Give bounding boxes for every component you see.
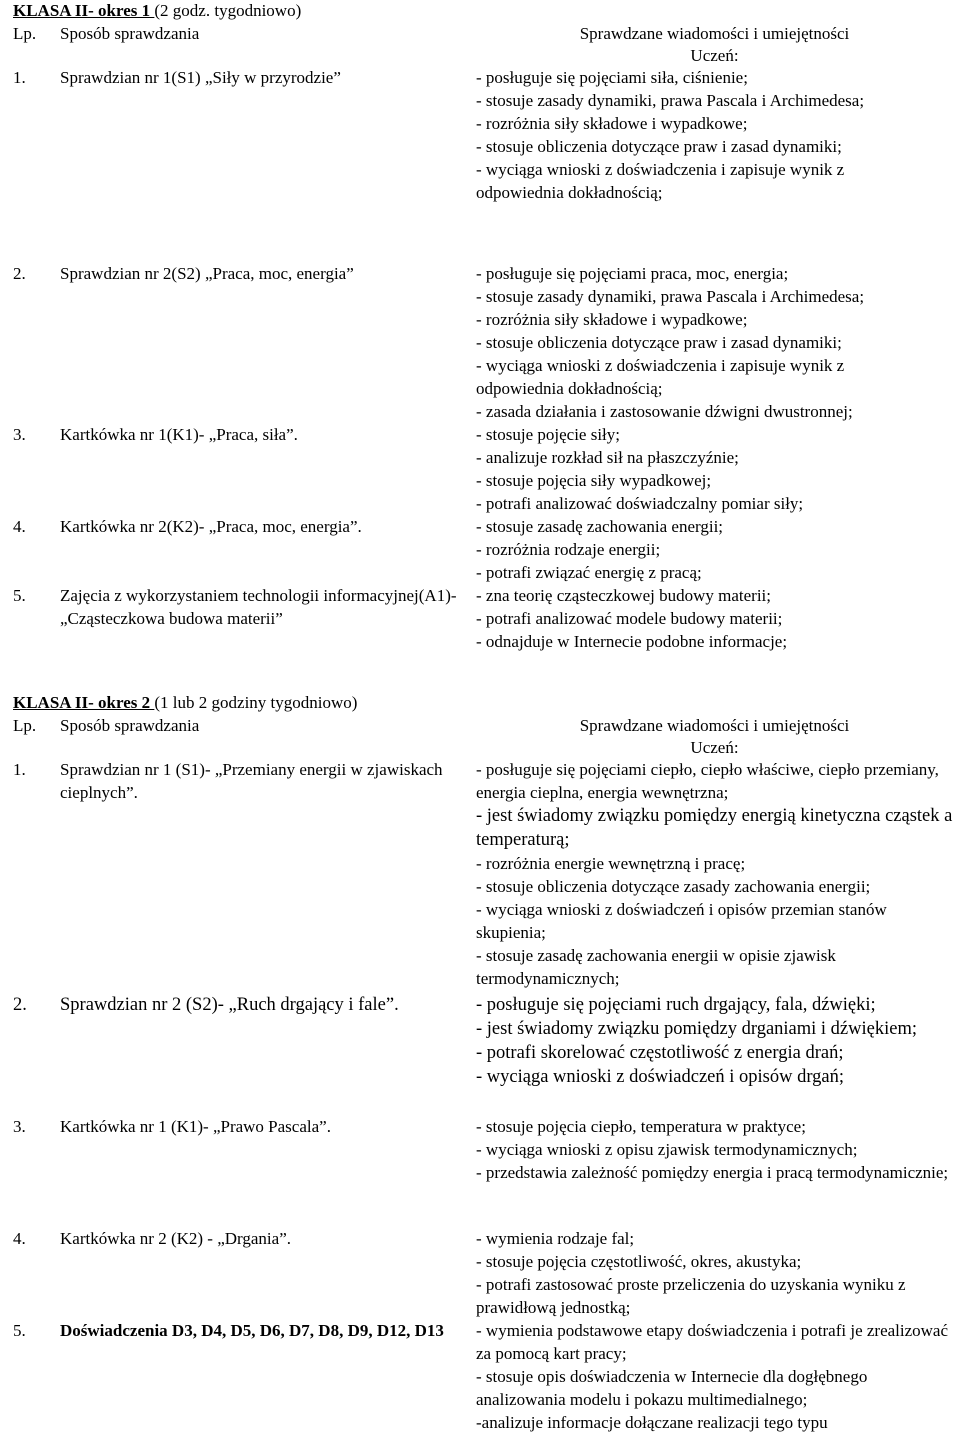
row-method: Kartkówka nr 1 (K1)- „Prawo Pascala”. bbox=[60, 1117, 331, 1136]
row-skills bbox=[476, 758, 953, 993]
skill-item: - rozróżnia siły składowe i wypadkowe; bbox=[476, 310, 748, 329]
row-number: 5. bbox=[13, 586, 26, 605]
skill-item: odpowiednia dokładnością; bbox=[476, 183, 663, 202]
row-method: Sprawdzian nr 2(S2) „Praca, moc, energia” bbox=[60, 264, 354, 283]
table-row bbox=[13, 993, 953, 1115]
table-row bbox=[13, 1227, 953, 1319]
skill-item: - potrafi zastosować proste przeliczenia do uzyskania wyniku z prawidłową jednostką; bbox=[476, 1275, 906, 1317]
skill-item: - potrafi analizować modele budowy materii; bbox=[476, 609, 783, 628]
section-1-header bbox=[13, 22, 953, 44]
section-1-note: (2 godz. tygodniowo) bbox=[154, 1, 302, 20]
table-row bbox=[13, 66, 953, 262]
skill-item: - rozróżnia siły składowe i wypadkowe; bbox=[476, 114, 748, 133]
table-row bbox=[13, 584, 953, 678]
header-method: Sposób sprawdzania bbox=[60, 24, 200, 43]
skill-item: - stosuje pojęcie siły; bbox=[476, 425, 621, 444]
header-lp: Lp. bbox=[13, 716, 37, 735]
row-method: Zajęcia z wykorzystaniem technologii informacyjnej(A1)- „Cząsteczkowa budowa materii” bbox=[60, 586, 457, 628]
row-number: 1. bbox=[13, 68, 26, 87]
section-1-title bbox=[13, 0, 953, 22]
skill-item: - potrafi analizować doświadczalny pomiar siły; bbox=[476, 494, 804, 513]
skill-item: - stosuje pojęcia siły wypadkowej; bbox=[476, 471, 712, 490]
section-2-note: (1 lub 2 godziny tygodniowo) bbox=[154, 693, 358, 712]
row-method: Sprawdzian nr 1 (S1)- „Przemiany energii w zjawiskach cieplnych”. bbox=[60, 760, 443, 802]
skill-item: - stosuje zasady dynamiki, prawa Pascala i Archimedesa; bbox=[476, 287, 865, 306]
skill-item: - posługuje się pojęciami ciepło, ciepło właściwe, ciepło przemiany, energia cieplna, energia wewnętrzna; bbox=[476, 760, 939, 802]
row-skills bbox=[476, 423, 953, 515]
skill-item: - posługuje się pojęciami praca, moc, energia; bbox=[476, 264, 789, 283]
row-number: 2. bbox=[13, 995, 27, 1015]
skill-item: - stosuje obliczenia dotyczące praw i zasad dynamiki; bbox=[476, 137, 842, 156]
skill-item: - stosuje zasadę zachowania energii; bbox=[476, 517, 724, 536]
row-method: Kartkówka nr 2 (K2) - „Drgania”. bbox=[60, 1229, 291, 1248]
row-number: 5. bbox=[13, 1321, 26, 1340]
table-row bbox=[13, 515, 953, 584]
row-method: Kartkówka nr 2(K2)- „Praca, moc, energia”. bbox=[60, 517, 362, 536]
skill-item: - odnajduje w Internecie podobne informacje; bbox=[476, 632, 788, 651]
section-2-header bbox=[13, 714, 953, 736]
header-skills: Sprawdzane wiadomości i umiejętności bbox=[579, 716, 850, 735]
skill-item: - zasada działania i zastosowanie dźwigni dwustronnej; bbox=[476, 402, 853, 421]
skill-item: - wyciąga wnioski z doświadczeń i opisów drgań; bbox=[476, 1067, 845, 1087]
row-method: Kartkówka nr 1(K1)- „Praca, siła”. bbox=[60, 425, 298, 444]
section-2-heading: KLASA II- okres 2 bbox=[13, 693, 155, 712]
header-lp: Lp. bbox=[13, 24, 37, 43]
row-number: 2. bbox=[13, 264, 26, 283]
skill-item: - stosuje zasady dynamiki, prawa Pascala i Archimedesa; bbox=[476, 91, 865, 110]
row-number: 1. bbox=[13, 760, 26, 779]
header-uczen: Uczeń: bbox=[690, 738, 739, 757]
row-skills bbox=[476, 262, 953, 423]
header-method: Sposób sprawdzania bbox=[60, 716, 200, 735]
section-gap bbox=[13, 678, 953, 692]
row-skills bbox=[476, 1227, 953, 1319]
table-row bbox=[13, 1319, 953, 1439]
skill-item: odpowiednia dokładnością; bbox=[476, 379, 663, 398]
document-page bbox=[13, 0, 953, 1439]
skill-item: - stosuje pojęcia ciepło, temperatura w praktyce; bbox=[476, 1117, 806, 1136]
skill-item: - potrafi skorelować częstotliwość z energia drań; bbox=[476, 1043, 844, 1063]
skill-item: - posługuje się pojęciami ruch drgający, fala, dźwięki; bbox=[476, 995, 876, 1015]
skill-item: - stosuje opis doświadczenia w Internecie dla dogłębnego analizowania modelu i pokazu multimedialnego; bbox=[476, 1367, 868, 1409]
skill-item: - analizuje rozkład sił na płaszczyźnie; bbox=[476, 448, 739, 467]
table-row bbox=[13, 423, 953, 515]
row-number: 3. bbox=[13, 425, 26, 444]
section-2-uczen-row bbox=[13, 736, 953, 758]
skill-item: - jest świadomy związku pomiędzy drganiami i dźwiękiem; bbox=[476, 1019, 917, 1039]
skill-item: - wymienia podstawowe etapy doświadczenia i potrafi je zrealizować za pomocą kart pracy; bbox=[476, 1321, 949, 1363]
header-left bbox=[13, 714, 476, 736]
skill-item: - stosuje zasadę zachowania energii w opisie zjawisk termodynamicznych; bbox=[476, 946, 836, 988]
table-row bbox=[13, 262, 953, 423]
skill-item: - wyciąga wnioski z doświadczeń i opisów przemian stanów skupienia; bbox=[476, 900, 887, 942]
skill-item: - wyciąga wnioski z doświadczenia i zapisuje wynik z bbox=[476, 160, 845, 179]
row-skills bbox=[476, 66, 953, 262]
row-number: 3. bbox=[13, 1117, 26, 1136]
section-1-uczen-row bbox=[13, 44, 953, 66]
header-uczen: Uczeń: bbox=[690, 46, 739, 65]
skill-item: - posługuje się pojęciami siła, ciśnienie; bbox=[476, 68, 748, 87]
row-number: 4. bbox=[13, 1229, 26, 1248]
row-skills bbox=[476, 1115, 953, 1227]
table-row bbox=[13, 758, 953, 993]
table-row bbox=[13, 1115, 953, 1227]
skill-item: - rozróżnia rodzaje energii; bbox=[476, 540, 661, 559]
skill-item: - zna teorię cząsteczkowej budowy materii; bbox=[476, 586, 772, 605]
row-skills bbox=[476, 515, 953, 584]
skill-item: - wyciąga wnioski z doświadczenia i zapisuje wynik z bbox=[476, 356, 845, 375]
skill-item: - stosuje obliczenia dotyczące praw i zasad dynamiki; bbox=[476, 333, 842, 352]
skill-item: - stosuje pojęcia częstotliwość, okres, akustyka; bbox=[476, 1252, 802, 1271]
skill-item: - potrafi związać energię z pracą; bbox=[476, 563, 702, 582]
row-skills bbox=[476, 993, 953, 1115]
skill-item: -analizuje informacje dołączane realizacji tego typu bbox=[476, 1413, 828, 1432]
row-method: Doświadczenia D3, D4, D5, D6, D7, D8, D9, D12, D13 bbox=[60, 1321, 444, 1340]
skill-item: - stosuje obliczenia dotyczące zasady zachowania energii; bbox=[476, 877, 871, 896]
skill-item: - przedstawia zależność pomiędzy energia i pracą termodynamicznie; bbox=[476, 1163, 949, 1182]
header-skills: Sprawdzane wiadomości i umiejętności bbox=[579, 24, 850, 43]
skill-item: - wymienia rodzaje fal; bbox=[476, 1229, 635, 1248]
section-1-heading: KLASA II- okres 1 bbox=[13, 1, 155, 20]
row-method: Sprawdzian nr 2 (S2)- „Ruch drgający i fale”. bbox=[60, 995, 399, 1015]
row-number: 4. bbox=[13, 517, 26, 536]
skill-item: - jest świadomy związku pomiędzy energią kinetyczna cząstek a temperaturą; bbox=[476, 806, 953, 850]
skill-item: - rozróżnia energie wewnętrzną i pracę; bbox=[476, 854, 746, 873]
row-method: Sprawdzian nr 1(S1) „Siły w przyrodzie” bbox=[60, 68, 341, 87]
skill-item: - wyciąga wnioski z opisu zjawisk termodynamicznych; bbox=[476, 1140, 858, 1159]
row-skills bbox=[476, 584, 953, 678]
section-2-title bbox=[13, 692, 953, 714]
row-skills bbox=[476, 1319, 953, 1439]
header-left bbox=[13, 22, 476, 44]
